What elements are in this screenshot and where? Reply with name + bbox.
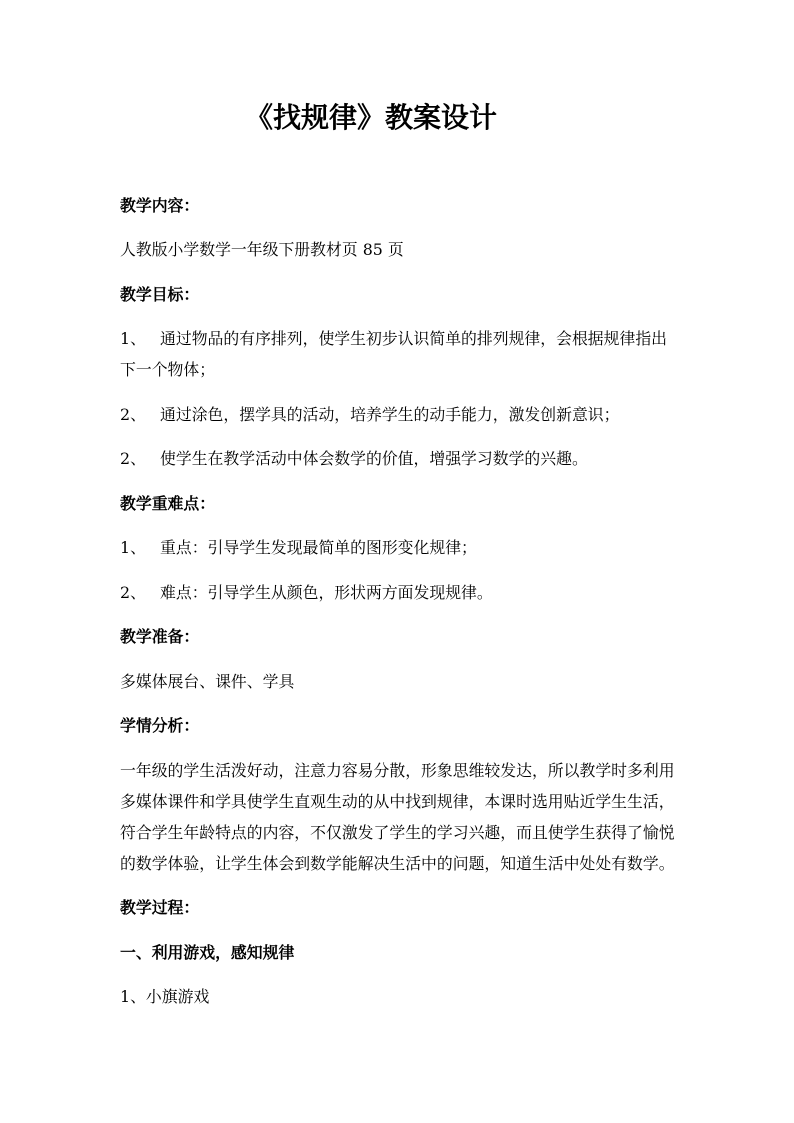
key-point-line [120,532,680,563]
key-point-item [120,532,680,563]
objective-text: 通过涂色，摆学具的活动，培养学生的动手能力，激发创新意识； [160,404,620,424]
objective-item [120,443,680,474]
key-point-item [120,577,680,608]
document-title: 《找规律》教案设计 [245,101,498,134]
analysis-heading [120,710,680,741]
preparation-text [120,666,680,697]
objective-number: 2、 [120,449,146,468]
teaching-objectives-heading [120,279,680,310]
key-points-heading [120,488,680,519]
analysis-line: 一年级的学生活泼好动，注意力容易分散，形象思维较发达，所以教学时多利用 [120,760,675,780]
analysis-paragraph [120,755,680,879]
objective-line [120,443,680,474]
section-heading: 学情分析： [120,716,200,735]
process-section-title [120,937,680,968]
section-heading: 教学内容： [120,195,200,215]
body-text: 多媒体展台、课件、学具 [120,671,295,691]
section-heading: 教学过程： [120,898,200,917]
key-point-line [120,577,680,608]
key-point-text: 难点：引导学生从颜色，形状两方面发现规律。 [160,582,493,602]
document-body [120,190,680,1026]
preparation-heading [120,621,680,652]
teaching-content-heading [120,190,680,221]
section-heading: 教学准备： [120,627,200,646]
objective-text: 使学生在教学活动中体会数学的价值，增强学习数学的兴趣。 [160,449,588,468]
body-text: 人教版小学数学一年级下册教材页 85 页 [120,240,404,259]
teaching-content-text [120,234,680,265]
objective-text: 下一个物体； [120,360,216,379]
key-point-text: 重点：引导学生发现最简单的图形变化规律； [160,538,477,557]
objective-number: 1、 [120,329,146,348]
process-heading [120,892,680,923]
objective-text: 通过物品的有序排列，使学生初步认识简单的排列规律，会根据规律指出 [160,329,668,348]
objective-number: 2、 [120,404,146,424]
analysis-line: 符合学生年龄特点的内容，不仅激发了学生的学习兴趣，而且使学生获得了愉悦 [120,822,675,842]
objective-line [120,399,680,430]
objective-item [120,323,680,385]
objective-line [120,354,680,385]
key-point-number: 2、 [120,582,146,602]
objective-line [120,323,680,354]
section-heading: 教学重难点： [120,493,216,513]
process-step [120,981,680,1012]
analysis-line: 多媒体课件和学具使学生直观生动的从中找到规律，本课时选用贴近学生生活， [120,791,675,811]
subsection-heading: 一、利用游戏，感知规律 [120,942,295,962]
objective-item [120,399,680,430]
key-point-number: 1、 [120,538,146,557]
analysis-line: 的数学体验，让学生体会到数学能解决生活中的问题，知道生活中处处有数学。 [120,853,675,873]
section-heading: 教学目标： [120,284,200,304]
step-text: 1、小旗游戏 [120,987,210,1006]
